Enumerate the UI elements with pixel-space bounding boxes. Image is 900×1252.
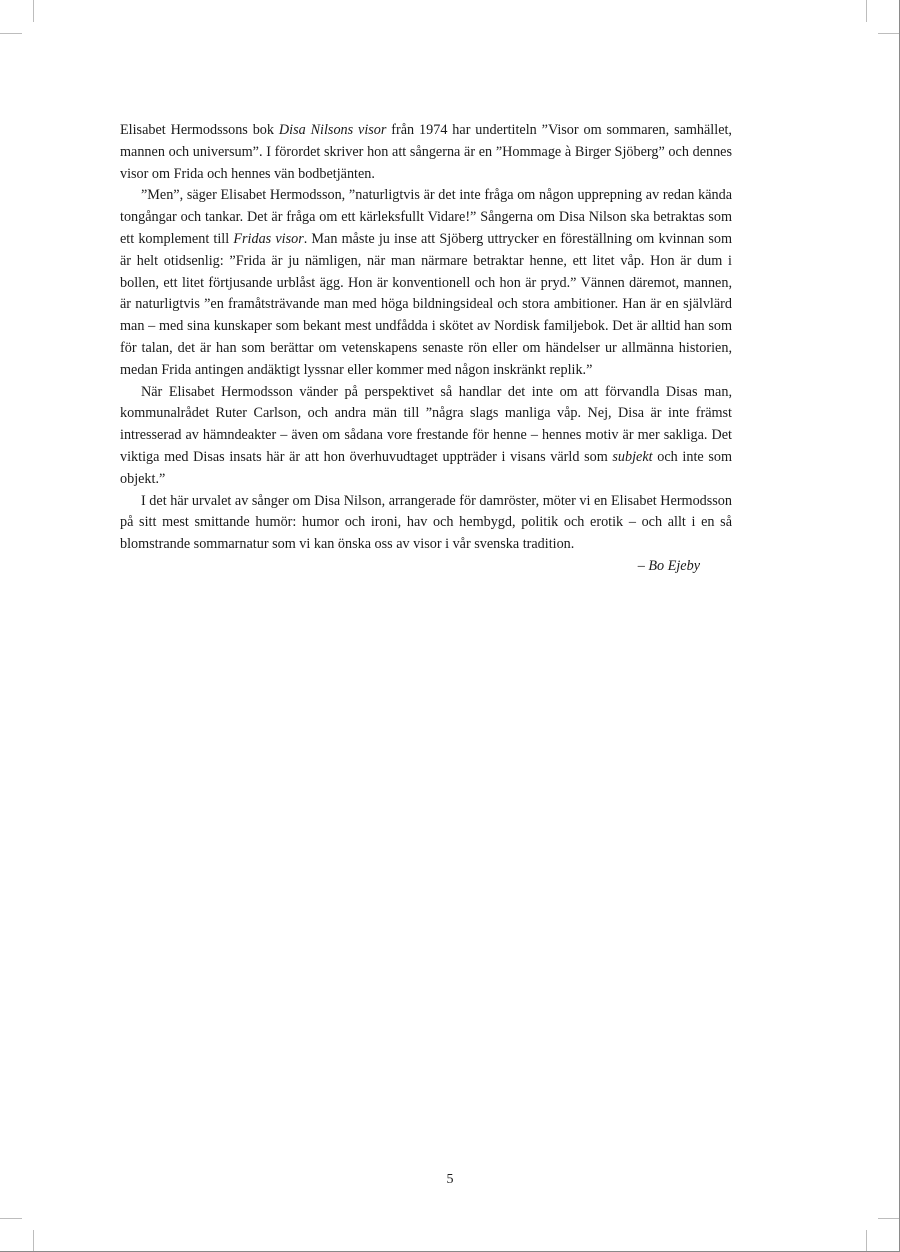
paragraph bbox=[120, 120, 732, 185]
text-run: och inte som objekt.” bbox=[120, 448, 732, 487]
crop-mark bbox=[0, 1218, 22, 1219]
page-number: 5 bbox=[446, 1172, 454, 1187]
text-run: från 1974 har undertiteln ”Visor om sommaren, samhället, mannen och universum”. I förordet skriver hon att sångerna är en ”Hommage à Birger Sjöberg” och dennes visor om Frida och hennes vän bodbetjänten. bbox=[120, 122, 732, 182]
body-text bbox=[120, 120, 732, 578]
crop-mark bbox=[0, 33, 22, 34]
italic-title: subjekt bbox=[612, 448, 653, 465]
crop-mark bbox=[33, 0, 34, 22]
crop-mark bbox=[866, 0, 867, 22]
text-run: Elisabet Hermodssons bok bbox=[120, 122, 279, 138]
text-run: När Elisabet Hermodsson vänder på perspektivet så handlar det inte om att förvandla Disas man, kommunalrådet Ruter Carlson, och andra män till ”några slags manliga våp. Nej, Disa är inte främst intresserad av hämndeakter – även om sådana vore frestande för henne – hennes motiv är mer sakliga. Det viktiga med Disas insats här är att hon överhuvudtaget uppträder i visans värld som bbox=[120, 383, 732, 465]
crop-mark bbox=[866, 1230, 867, 1252]
italic-title: Disa Nilsons visor bbox=[278, 122, 387, 138]
text-run: ”Men”, säger Elisabet Hermodsson, ”naturligtvis är det inte fråga om någon upprepning av redan kända tongångar och tankar. Det är fråga om ett kärleksfullt Vidare!” Sångerna om Disa Nilson ska betraktas som ett komplement till bbox=[120, 187, 732, 247]
crop-mark bbox=[878, 1218, 900, 1219]
crop-mark bbox=[878, 33, 900, 34]
paragraph bbox=[120, 491, 732, 556]
author-signature: – Bo Ejeby bbox=[637, 557, 700, 574]
crop-mark bbox=[33, 1230, 34, 1252]
text-run: I det här urvalet av sånger om Disa Nilson, arrangerade för damröster, möter vi en Elisabet Hermodsson på sitt mest smittande humör: humor och ironi, hav och hembygd, politik och erotik – och allt i en så blomstrande sommarnatur som vi kan önska oss av visor i vår svenska tradition. bbox=[120, 492, 732, 553]
text-run: . Man måste ju inse att Sjöberg uttrycker en föreställning om kvinnan som är helt otidsenlig: ”Frida är ju nämligen, när man närmare betraktar henne, ett litet våp. Hon är dum i bollen, ett litet förtjusande urblåst ägg. Hon är konventionell och hon är pryd.” Vännen däremot, mannen, är naturligtvis ”en framåtsträvande man med höga bildningsideal och stora ambitioner. Han är en självlärd man – med sina kunskaper som bekant mest undfådda i skötet av Nordisk familjebok. Det är alltid han som för talan, det är han som berättar om vetenskapens senaste rön eller om händelser ur allmänna historien, medan Frida antingen andäktigt lyssnar eller kommer med någon inskränkt replik.” bbox=[120, 230, 732, 378]
paragraph bbox=[120, 382, 732, 491]
italic-title: Fridas visor bbox=[233, 230, 304, 247]
paragraph bbox=[120, 185, 732, 381]
